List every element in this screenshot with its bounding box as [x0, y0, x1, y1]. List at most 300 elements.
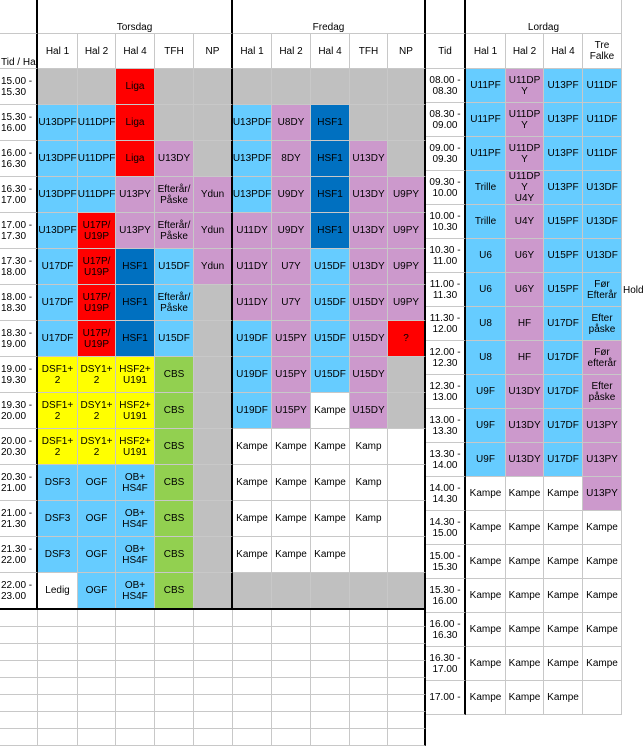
time-slot-label: 17.00 - 17.30 [0, 213, 38, 249]
schedule-cell-saturday[interactable]: U15PF [544, 205, 583, 239]
schedule-cell-friday[interactable]: U9DY [272, 177, 311, 213]
schedule-cell-saturday[interactable]: U13DF [583, 171, 622, 205]
schedule-cell-thursday[interactable]: DSF1+ 2 [38, 357, 78, 393]
schedule-cell-saturday[interactable]: U11DF [583, 69, 622, 103]
schedule-cell-thursday[interactable]: HSF1 [116, 321, 155, 357]
schedule-cell-friday[interactable]: U15DY [350, 321, 388, 357]
schedule-cell-saturday[interactable] [583, 681, 622, 715]
schedule-cell-saturday[interactable]: U4Y [506, 205, 544, 239]
empty-grid-cell [194, 695, 233, 712]
day-header-saturday: Lordag [466, 0, 622, 34]
schedule-cell-saturday[interactable]: Kampe [506, 647, 544, 681]
empty-grid-cell [233, 729, 272, 746]
schedule-cell-saturday[interactable]: Kampe [506, 477, 544, 511]
schedule-cell-saturday[interactable]: Kampe [466, 511, 506, 545]
schedule-cell-thursday[interactable] [194, 465, 233, 501]
schedule-cell-saturday[interactable]: Kampe [544, 579, 583, 613]
column-header-thursday-np: NP [194, 34, 233, 69]
empty-grid-cell [194, 729, 233, 746]
schedule-cell-friday[interactable]: Kampe [272, 465, 311, 501]
schedule-cell-saturday[interactable]: U8 [466, 307, 506, 341]
empty-grid-cell [194, 610, 233, 627]
schedule-cell-thursday[interactable]: U17DF [38, 285, 78, 321]
schedule-cell-saturday[interactable]: U17DF [544, 341, 583, 375]
time-slot-label: 18.30 - 19.00 [0, 321, 38, 357]
schedule-cell-friday[interactable]: Kampe [233, 429, 272, 465]
schedule-cell-saturday[interactable]: U17DF [544, 307, 583, 341]
schedule-cell-thursday[interactable]: OB+ HS4F [116, 465, 155, 501]
time-slot-label-right: 13.30 - 14.00 [426, 443, 466, 477]
schedule-cell-saturday[interactable]: U13PY [583, 409, 622, 443]
schedule-cell-saturday[interactable]: U9F [466, 375, 506, 409]
schedule-cell-saturday[interactable]: Kampe [506, 579, 544, 613]
schedule-cell-friday[interactable] [272, 69, 311, 105]
schedule-cell-thursday[interactable]: Efterår/ Påske [155, 177, 194, 213]
schedule-cell-thursday[interactable]: U11DPF [78, 177, 116, 213]
schedule-cell-saturday[interactable]: Kampe [466, 545, 506, 579]
schedule-cell-friday[interactable] [350, 573, 388, 609]
empty-grid-cell [155, 712, 194, 729]
schedule-cell-thursday[interactable]: U15DF [155, 249, 194, 285]
schedule-cell-friday[interactable]: U19DF [233, 357, 272, 393]
schedule-cell-friday[interactable]: U11DY [233, 249, 272, 285]
schedule-cell-thursday[interactable] [194, 141, 233, 177]
schedule-cell-thursday[interactable]: HSF2+ U191 [116, 393, 155, 429]
schedule-cell-friday[interactable]: 8DY [272, 141, 311, 177]
time-slot-label: 17.30 - 18.00 [0, 249, 38, 285]
empty-grid-cell [0, 661, 38, 678]
schedule-cell-friday[interactable]: U15DF [311, 357, 350, 393]
schedule-cell-saturday[interactable]: U6 [466, 273, 506, 307]
empty-grid-cell [116, 610, 155, 627]
empty-grid-cell [116, 661, 155, 678]
schedule-cell-thursday[interactable]: OGF [78, 537, 116, 573]
schedule-cell-saturday[interactable]: Før efterår [583, 341, 622, 375]
schedule-cell-thursday[interactable]: DSY1+ 2 [78, 357, 116, 393]
schedule-cell-saturday[interactable]: U11DF [583, 103, 622, 137]
schedule-cell-friday[interactable]: HSF1 [311, 105, 350, 141]
empty-grid-cell [233, 644, 272, 661]
column-header-thursday-tfh: TFH [155, 34, 194, 69]
empty-grid-cell [311, 712, 350, 729]
empty-grid-cell [272, 712, 311, 729]
empty-grid-cell [272, 610, 311, 627]
schedule-cell-thursday[interactable]: Ledig [38, 573, 78, 609]
empty-grid-cell [155, 610, 194, 627]
schedule-cell-saturday[interactable]: U17DF [544, 375, 583, 409]
schedule-cell-friday[interactable]: U15DF [311, 285, 350, 321]
schedule-cell-thursday[interactable] [194, 501, 233, 537]
schedule-cell-friday[interactable] [311, 69, 350, 105]
schedule-cell-thursday[interactable]: Ydun [194, 177, 233, 213]
time-column-header-right: Tid [426, 34, 466, 69]
schedule-cell-thursday[interactable] [155, 105, 194, 141]
schedule-cell-saturday[interactable]: Kampe [544, 681, 583, 715]
schedule-cell-thursday[interactable] [194, 321, 233, 357]
schedule-cell-friday[interactable] [350, 105, 388, 141]
empty-grid-cell [78, 695, 116, 712]
schedule-cell-saturday[interactable]: U13PF [544, 171, 583, 205]
schedule-cell-friday[interactable]: U9PY [388, 249, 426, 285]
time-slot-label-right: 11.30 - 12.00 [426, 307, 466, 341]
time-column-header: Tid / Ha [0, 34, 38, 69]
schedule-cell-saturday[interactable]: Kampe [544, 647, 583, 681]
schedule-cell-saturday[interactable]: Kampe [466, 613, 506, 647]
schedule-cell-friday[interactable] [350, 537, 388, 573]
time-slot-label-right: 08.30 - 09.00 [426, 103, 466, 137]
schedule-cell-thursday[interactable]: Efterår/ Påske [155, 213, 194, 249]
schedule-cell-friday[interactable] [233, 573, 272, 609]
empty-grid-cell [350, 678, 388, 695]
schedule-cell-saturday[interactable]: Kampe [544, 613, 583, 647]
schedule-cell-friday[interactable]: HSF1 [311, 177, 350, 213]
empty-grid-cell [78, 729, 116, 746]
schedule-cell-saturday[interactable]: U15PF [544, 273, 583, 307]
schedule-cell-thursday[interactable] [155, 69, 194, 105]
schedule-cell-saturday[interactable]: U6Y [506, 273, 544, 307]
time-slot-label-right: 16.00 - 16.30 [426, 613, 466, 647]
schedule-cell-thursday[interactable]: OGF [78, 465, 116, 501]
schedule-cell-friday[interactable]: HSF1 [311, 141, 350, 177]
schedule-cell-thursday[interactable]: CBS [155, 393, 194, 429]
empty-grid-cell [233, 627, 272, 644]
corner-cell-right [426, 0, 466, 34]
schedule-cell-friday[interactable]: U13PDF [233, 105, 272, 141]
time-slot-label: 18.00 - 18.30 [0, 285, 38, 321]
column-header-friday-hal-1: Hal 1 [233, 34, 272, 69]
schedule-cell-friday[interactable]: U15DF [311, 249, 350, 285]
schedule-cell-friday[interactable] [388, 429, 426, 465]
day-header-friday: Fredag [233, 0, 426, 34]
empty-grid-cell [116, 644, 155, 661]
schedule-cell-thursday[interactable] [194, 357, 233, 393]
empty-grid-cell [194, 627, 233, 644]
schedule-cell-thursday[interactable] [194, 537, 233, 573]
empty-grid-cell [194, 712, 233, 729]
schedule-cell-friday[interactable]: U13DY [350, 213, 388, 249]
schedule-cell-thursday[interactable]: CBS [155, 465, 194, 501]
schedule-cell-friday[interactable]: U7Y [272, 249, 311, 285]
schedule-cell-friday[interactable]: U15PY [272, 393, 311, 429]
schedule-cell-thursday[interactable] [194, 69, 233, 105]
schedule-cell-friday[interactable]: ? [388, 321, 426, 357]
column-header-saturday-hal-4: Hal 4 [544, 34, 583, 69]
schedule-cell-thursday[interactable]: HSF1 [116, 285, 155, 321]
empty-grid-cell [388, 712, 426, 729]
schedule-cell-thursday[interactable]: U15DF [155, 321, 194, 357]
schedule-cell-friday[interactable]: U19DF [233, 321, 272, 357]
schedule-cell-saturday[interactable]: U13DY [506, 443, 544, 477]
schedule-cell-friday[interactable]: Kampe [272, 537, 311, 573]
schedule-cell-friday[interactable] [311, 573, 350, 609]
schedule-cell-friday[interactable]: U13PDF [233, 177, 272, 213]
schedule-cell-saturday[interactable]: Kampe [583, 545, 622, 579]
schedule-cell-thursday[interactable] [194, 105, 233, 141]
schedule-cell-thursday[interactable]: DSY1+ 2 [78, 393, 116, 429]
schedule-cell-friday[interactable]: U13PDF [233, 141, 272, 177]
schedule-cell-saturday[interactable]: U6 [466, 239, 506, 273]
empty-grid-cell [233, 695, 272, 712]
schedule-cell-saturday[interactable]: Kampe [544, 477, 583, 511]
schedule-cell-saturday[interactable]: U17DF [544, 443, 583, 477]
schedule-cell-thursday[interactable]: U13DPF [38, 177, 78, 213]
schedule-cell-thursday[interactable]: CBS [155, 357, 194, 393]
schedule-cell-thursday[interactable]: CBS [155, 573, 194, 609]
column-header-thursday-hal-2: Hal 2 [78, 34, 116, 69]
schedule-cell-friday[interactable] [388, 537, 426, 573]
empty-grid-cell [0, 678, 38, 695]
time-slot-label-right: 10.30 - 11.00 [426, 239, 466, 273]
schedule-cell-thursday[interactable]: HSF2+ U191 [116, 429, 155, 465]
schedule-cell-saturday[interactable]: U13DF [583, 239, 622, 273]
schedule-cell-friday[interactable] [388, 393, 426, 429]
schedule-cell-friday[interactable]: U11DY [233, 213, 272, 249]
schedule-cell-friday[interactable]: U9PY [388, 177, 426, 213]
schedule-cell-friday[interactable] [388, 573, 426, 609]
empty-grid-cell [38, 729, 78, 746]
schedule-cell-saturday[interactable]: U9F [466, 409, 506, 443]
schedule-cell-thursday[interactable]: U13DPF [38, 141, 78, 177]
schedule-cell-friday[interactable]: Kampe [311, 465, 350, 501]
schedule-cell-thursday[interactable]: U17DF [38, 249, 78, 285]
schedule-cell-thursday[interactable]: Ydun [194, 249, 233, 285]
schedule-cell-thursday[interactable]: U13DPF [38, 105, 78, 141]
empty-grid-cell [38, 661, 78, 678]
schedule-cell-friday[interactable]: U9DY [272, 213, 311, 249]
empty-grid-cell [311, 644, 350, 661]
schedule-cell-saturday[interactable]: Kampe [466, 477, 506, 511]
schedule-cell-thursday[interactable] [78, 69, 116, 105]
empty-grid-cell [0, 695, 38, 712]
schedule-cell-saturday[interactable]: Kampe [466, 681, 506, 715]
schedule-cell-saturday[interactable]: Kampe [544, 511, 583, 545]
empty-grid-cell [0, 729, 38, 746]
empty-grid-cell [388, 610, 426, 627]
time-slot-label-right: 15.00 - 15.30 [426, 545, 466, 579]
schedule-cell-friday[interactable]: U15DY [350, 357, 388, 393]
schedule-cell-saturday[interactable]: U11DP Y [506, 69, 544, 103]
column-header-saturday-hal-1: Hal 1 [466, 34, 506, 69]
schedule-cell-friday[interactable]: U15DY [350, 285, 388, 321]
schedule-cell-thursday[interactable]: DSF3 [38, 537, 78, 573]
schedule-cell-friday[interactable]: Kampe [272, 501, 311, 537]
schedule-cell-saturday[interactable]: Efter påske [583, 375, 622, 409]
schedule-cell-thursday[interactable]: U13PY [116, 177, 155, 213]
schedule-cell-saturday[interactable]: U17DF [544, 409, 583, 443]
schedule-cell-thursday[interactable]: OB+ HS4F [116, 537, 155, 573]
schedule-cell-thursday[interactable] [194, 393, 233, 429]
schedule-cell-friday[interactable]: U11DY [233, 285, 272, 321]
column-header-friday-np: NP [388, 34, 426, 69]
time-slot-label: 21.00 - 21.30 [0, 501, 38, 537]
schedule-cell-friday[interactable]: Kampe [233, 465, 272, 501]
schedule-cell-friday[interactable]: U15PY [272, 357, 311, 393]
schedule-cell-saturday[interactable]: Kampe [506, 511, 544, 545]
schedule-cell-saturday[interactable]: U13PF [544, 69, 583, 103]
schedule-cell-friday[interactable]: U9PY [388, 285, 426, 321]
column-header-friday-tfh: TFH [350, 34, 388, 69]
schedule-cell-friday[interactable]: U13DY [350, 141, 388, 177]
schedule-cell-saturday[interactable]: Kampe [583, 647, 622, 681]
empty-grid-cell [311, 661, 350, 678]
time-slot-label-right: 12.30 - 13.00 [426, 375, 466, 409]
schedule-cell-friday[interactable]: HSF1 [311, 213, 350, 249]
overflow-text: Hold [623, 285, 644, 296]
schedule-cell-saturday[interactable]: Kampe [544, 545, 583, 579]
schedule-cell-thursday[interactable]: U13DPF [38, 213, 78, 249]
schedule-cell-saturday[interactable]: Kampe [583, 511, 622, 545]
time-slot-label-right: 15.30 - 16.00 [426, 579, 466, 613]
schedule-cell-thursday[interactable] [194, 429, 233, 465]
schedule-cell-saturday[interactable]: U13DY [506, 375, 544, 409]
schedule-cell-thursday[interactable]: DSY1+ 2 [78, 429, 116, 465]
empty-grid-cell [78, 712, 116, 729]
schedule-cell-thursday[interactable]: OGF [78, 573, 116, 609]
column-header-saturday-hal-2: Hal 2 [506, 34, 544, 69]
schedule-cell-friday[interactable]: Kamp [350, 429, 388, 465]
schedule-cell-thursday[interactable] [194, 573, 233, 609]
schedule-cell-friday[interactable]: U15DF [311, 321, 350, 357]
schedule-cell-saturday[interactable]: Kampe [506, 613, 544, 647]
schedule-cell-saturday[interactable]: HF [506, 307, 544, 341]
schedule-cell-thursday[interactable]: U17P/ U19P [78, 213, 116, 249]
schedule-cell-thursday[interactable]: OGF [78, 501, 116, 537]
empty-grid-cell [38, 644, 78, 661]
schedule-cell-thursday[interactable]: Liga [116, 69, 155, 105]
schedule-cell-friday[interactable]: Kampe [311, 537, 350, 573]
schedule-cell-thursday[interactable]: DSF1+ 2 [38, 429, 78, 465]
schedule-cell-thursday[interactable]: U11DPF [78, 105, 116, 141]
schedule-cell-thursday[interactable] [38, 69, 78, 105]
schedule-cell-saturday[interactable]: U15PF [544, 239, 583, 273]
schedule-cell-saturday[interactable]: U11DP Y U4Y [506, 171, 544, 205]
schedule-cell-saturday[interactable]: Kampe [466, 579, 506, 613]
schedule-cell-friday[interactable] [388, 69, 426, 105]
schedule-cell-saturday[interactable]: U6Y [506, 239, 544, 273]
schedule-cell-friday[interactable]: U19DF [233, 393, 272, 429]
schedule-cell-thursday[interactable]: DSF3 [38, 465, 78, 501]
schedule-cell-thursday[interactable] [194, 285, 233, 321]
schedule-cell-saturday[interactable]: U11PF [466, 137, 506, 171]
schedule-cell-saturday[interactable]: Før Efterår [583, 273, 622, 307]
empty-grid-cell [116, 729, 155, 746]
schedule-cell-friday[interactable]: U15PY [272, 321, 311, 357]
empty-grid-cell [0, 627, 38, 644]
schedule-cell-friday[interactable] [388, 465, 426, 501]
schedule-cell-saturday[interactable]: U11DP Y [506, 103, 544, 137]
column-header-friday-hal-2: Hal 2 [272, 34, 311, 69]
schedule-cell-thursday[interactable]: CBS [155, 429, 194, 465]
schedule-cell-friday[interactable]: Kampe [311, 501, 350, 537]
schedule-cell-thursday[interactable]: U17DF [38, 321, 78, 357]
schedule-cell-saturday[interactable]: U13DF [583, 205, 622, 239]
empty-grid-cell [116, 678, 155, 695]
schedule-cell-friday[interactable] [233, 69, 272, 105]
schedule-cell-saturday[interactable]: U11PF [466, 69, 506, 103]
day-header-thursday: Torsdag [38, 0, 233, 34]
schedule-cell-friday[interactable]: Kamp [350, 501, 388, 537]
schedule-cell-friday[interactable] [272, 573, 311, 609]
schedule-cell-saturday[interactable]: Efter påske [583, 307, 622, 341]
schedule-cell-thursday[interactable]: U11DPF [78, 141, 116, 177]
empty-grid-cell [78, 678, 116, 695]
schedule-cell-saturday[interactable]: Kampe [583, 613, 622, 647]
schedule-cell-friday[interactable] [388, 501, 426, 537]
schedule-cell-saturday[interactable]: HF [506, 341, 544, 375]
time-slot-label: 16.30 - 17.00 [0, 177, 38, 213]
schedule-cell-thursday[interactable]: U17P/ U19P [78, 321, 116, 357]
schedule-cell-thursday[interactable]: OB+ HS4F [116, 573, 155, 609]
schedule-cell-saturday[interactable]: Kampe [506, 681, 544, 715]
schedule-cell-thursday[interactable]: HSF1 [116, 249, 155, 285]
schedule-cell-saturday[interactable]: Kampe [583, 579, 622, 613]
schedule-cell-friday[interactable] [388, 357, 426, 393]
schedule-cell-friday[interactable]: Kamp [350, 465, 388, 501]
schedule-cell-saturday[interactable]: U9F [466, 443, 506, 477]
time-slot-label-right: 09.30 - 10.00 [426, 171, 466, 205]
schedule-cell-saturday[interactable]: U11DF [583, 137, 622, 171]
schedule-cell-thursday[interactable]: Ydun [194, 213, 233, 249]
schedule-cell-thursday[interactable]: Liga [116, 141, 155, 177]
schedule-cell-saturday[interactable]: U13PF [544, 137, 583, 171]
schedule-cell-saturday[interactable]: U13PF [544, 103, 583, 137]
schedule-cell-saturday[interactable]: Trille [466, 171, 506, 205]
schedule-cell-friday[interactable]: Kampe [233, 537, 272, 573]
schedule-cell-thursday[interactable]: HSF2+ U191 [116, 357, 155, 393]
time-slot-label-right: 11.00 - 11.30 [426, 273, 466, 307]
schedule-cell-friday[interactable]: U8DY [272, 105, 311, 141]
schedule-cell-friday[interactable] [388, 141, 426, 177]
schedule-cell-thursday[interactable]: DSF1+ 2 [38, 393, 78, 429]
schedule-cell-saturday[interactable]: Kampe [466, 647, 506, 681]
schedule-cell-thursday[interactable]: U17P/ U19P [78, 249, 116, 285]
empty-grid-cell [78, 610, 116, 627]
schedule-cell-friday[interactable]: Kampe [311, 393, 350, 429]
schedule-cell-friday[interactable]: Kampe [311, 429, 350, 465]
schedule-cell-saturday[interactable]: U11PF [466, 103, 506, 137]
empty-grid-cell [0, 644, 38, 661]
schedule-cell-thursday[interactable]: DSF3 [38, 501, 78, 537]
schedule-cell-thursday[interactable]: Efterår/ Påske [155, 285, 194, 321]
schedule-cell-friday[interactable]: U9PY [388, 213, 426, 249]
schedule-cell-thursday[interactable]: OB+ HS4F [116, 501, 155, 537]
schedule-cell-thursday[interactable]: U17P/ U19P [78, 285, 116, 321]
schedule-cell-saturday[interactable]: Trille [466, 205, 506, 239]
column-header-thursday-hal-1: Hal 1 [38, 34, 78, 69]
schedule-cell-saturday[interactable]: U11DP Y [506, 137, 544, 171]
schedule-cell-saturday[interactable]: U13DY [506, 409, 544, 443]
schedule-cell-thursday[interactable]: U13PY [116, 213, 155, 249]
schedule-cell-thursday[interactable]: CBS [155, 501, 194, 537]
schedule-cell-saturday[interactable]: U13PY [583, 443, 622, 477]
schedule-cell-friday[interactable]: Kampe [233, 501, 272, 537]
empty-grid-cell [272, 644, 311, 661]
schedule-cell-friday[interactable] [388, 105, 426, 141]
schedule-cell-friday[interactable]: U13DY [350, 249, 388, 285]
schedule-cell-thursday[interactable]: CBS [155, 537, 194, 573]
schedule-cell-saturday[interactable]: U8 [466, 341, 506, 375]
schedule-cell-friday[interactable]: U7Y [272, 285, 311, 321]
time-slot-label: 16.00 - 16.30 [0, 141, 38, 177]
schedule-cell-saturday[interactable]: Kampe [506, 545, 544, 579]
schedule-cell-thursday[interactable]: Liga [116, 105, 155, 141]
schedule-cell-friday[interactable]: U13DY [350, 177, 388, 213]
schedule-cell-friday[interactable] [350, 69, 388, 105]
schedule-cell-friday[interactable]: Kampe [272, 429, 311, 465]
schedule-cell-saturday[interactable]: U13PY [583, 477, 622, 511]
schedule-cell-friday[interactable]: U15DY [350, 393, 388, 429]
schedule-cell-thursday[interactable]: U13DY [155, 141, 194, 177]
